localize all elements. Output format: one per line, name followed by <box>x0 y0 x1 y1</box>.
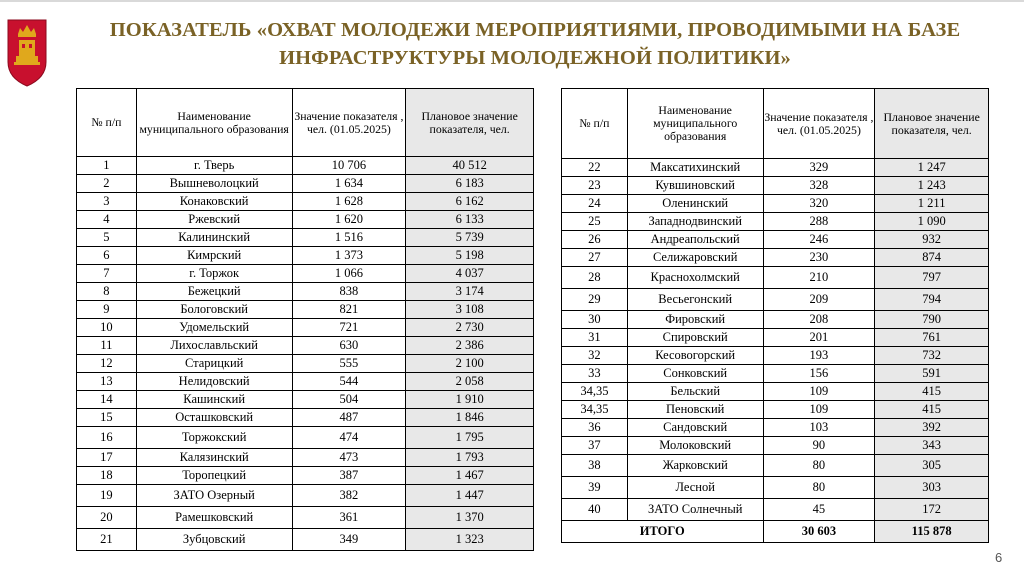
plan-value: 6 162 <box>406 193 534 211</box>
table-row <box>77 337 534 355</box>
municipality-name: Торжокский <box>136 427 292 449</box>
indicator-value: 109 <box>763 401 875 419</box>
municipality-name: Бельский <box>627 383 763 401</box>
row-num: 22 <box>562 159 628 177</box>
table-row <box>77 449 534 467</box>
table-row <box>562 455 989 477</box>
plan-value: 303 <box>875 477 989 499</box>
row-num: 28 <box>562 267 628 289</box>
indicator-value: 838 <box>292 283 406 301</box>
table-row <box>562 437 989 455</box>
municipality-name: Калязинский <box>136 449 292 467</box>
table-left-body <box>77 157 534 551</box>
table-row <box>77 319 534 337</box>
municipality-name: Нелидовский <box>136 373 292 391</box>
plan-value: 1 795 <box>406 427 534 449</box>
indicator-value: 45 <box>763 499 875 521</box>
row-num: 15 <box>77 409 137 427</box>
municipality-name: Торопецкий <box>136 467 292 485</box>
header-plan: Плановое значение показателя, чел. <box>406 89 534 157</box>
indicator-value: 630 <box>292 337 406 355</box>
header-name: Наименование муниципального образования <box>627 89 763 159</box>
plan-value: 2 730 <box>406 319 534 337</box>
indicator-value: 320 <box>763 195 875 213</box>
plan-value: 797 <box>875 267 989 289</box>
header-name: Наименование муниципального образования <box>136 89 292 157</box>
row-num: 5 <box>77 229 137 247</box>
table-row <box>77 507 534 529</box>
municipality-name: Селижаровский <box>627 249 763 267</box>
plan-value: 874 <box>875 249 989 267</box>
row-num: 14 <box>77 391 137 409</box>
plan-value: 6 183 <box>406 175 534 193</box>
indicator-value: 555 <box>292 355 406 373</box>
plan-value: 415 <box>875 383 989 401</box>
row-num: 9 <box>77 301 137 319</box>
plan-value: 2 100 <box>406 355 534 373</box>
indicator-value: 90 <box>763 437 875 455</box>
table-row <box>562 231 989 249</box>
row-num: 40 <box>562 499 628 521</box>
municipality-name: Фировский <box>627 311 763 329</box>
indicator-value: 544 <box>292 373 406 391</box>
plan-value: 2 058 <box>406 373 534 391</box>
plan-value: 3 174 <box>406 283 534 301</box>
row-num: 37 <box>562 437 628 455</box>
municipality-name: г. Торжок <box>136 265 292 283</box>
row-num: 20 <box>77 507 137 529</box>
municipality-name: Весьегонский <box>627 289 763 311</box>
municipality-name: Андреапольский <box>627 231 763 249</box>
header-value: Значение показателя , чел. (01.05.2025) <box>292 89 406 157</box>
municipality-name: ЗАТО Озерный <box>136 485 292 507</box>
row-num: 2 <box>77 175 137 193</box>
row-num: 33 <box>562 365 628 383</box>
table-row <box>562 477 989 499</box>
plan-value: 1 846 <box>406 409 534 427</box>
indicator-value: 1 628 <box>292 193 406 211</box>
plan-value: 1 447 <box>406 485 534 507</box>
page-number: 6 <box>995 550 1003 565</box>
indicator-value: 329 <box>763 159 875 177</box>
table-row <box>562 347 989 365</box>
municipality-name: г. Тверь <box>136 157 292 175</box>
row-num: 34,35 <box>562 383 628 401</box>
row-num: 19 <box>77 485 137 507</box>
municipality-name: Осташковский <box>136 409 292 427</box>
row-num: 36 <box>562 419 628 437</box>
plan-value: 1 243 <box>875 177 989 195</box>
table-row <box>562 401 989 419</box>
table-row <box>562 419 989 437</box>
municipality-name: Кувшиновский <box>627 177 763 195</box>
indicator-value: 10 706 <box>292 157 406 175</box>
table-row <box>562 159 989 177</box>
total-plan: 115 878 <box>875 521 989 543</box>
table-row <box>562 267 989 289</box>
plan-value: 2 386 <box>406 337 534 355</box>
row-num: 32 <box>562 347 628 365</box>
table-row <box>77 301 534 319</box>
municipality-name: Молоковский <box>627 437 763 455</box>
indicator-value: 201 <box>763 329 875 347</box>
row-num: 38 <box>562 455 628 477</box>
plan-value: 790 <box>875 311 989 329</box>
municipality-name: Оленинский <box>627 195 763 213</box>
indicator-value: 328 <box>763 177 875 195</box>
table-row <box>77 373 534 391</box>
total-row <box>562 521 989 543</box>
municipality-name: Кимрский <box>136 247 292 265</box>
indicator-value: 1 620 <box>292 211 406 229</box>
indicator-value: 1 634 <box>292 175 406 193</box>
indicator-value: 504 <box>292 391 406 409</box>
indicator-value: 80 <box>763 455 875 477</box>
plan-value: 761 <box>875 329 989 347</box>
plan-value: 1 467 <box>406 467 534 485</box>
indicator-value: 474 <box>292 427 406 449</box>
row-num: 12 <box>77 355 137 373</box>
table-row <box>77 467 534 485</box>
header-plan: Плановое значение показателя, чел. <box>875 89 989 159</box>
header-value: Значение показателя , чел. (01.05.2025) <box>763 89 875 159</box>
table-row <box>562 249 989 267</box>
indicator-value: 210 <box>763 267 875 289</box>
indicator-value: 246 <box>763 231 875 249</box>
table-row <box>77 529 534 551</box>
municipality-name: Конаковский <box>136 193 292 211</box>
plan-value: 1 370 <box>406 507 534 529</box>
table-row <box>77 175 534 193</box>
row-num: 7 <box>77 265 137 283</box>
indicator-value: 361 <box>292 507 406 529</box>
plan-value: 591 <box>875 365 989 383</box>
row-num: 26 <box>562 231 628 249</box>
row-num: 4 <box>77 211 137 229</box>
plan-value: 732 <box>875 347 989 365</box>
plan-value: 1 910 <box>406 391 534 409</box>
municipality-name: Жарковский <box>627 455 763 477</box>
table-row <box>77 193 534 211</box>
row-num: 6 <box>77 247 137 265</box>
plan-value: 6 133 <box>406 211 534 229</box>
municipality-name: Ржевский <box>136 211 292 229</box>
table-row <box>77 247 534 265</box>
table-row <box>562 177 989 195</box>
plan-value: 4 037 <box>406 265 534 283</box>
row-num: 23 <box>562 177 628 195</box>
municipality-name: Лихославльский <box>136 337 292 355</box>
table-right <box>561 88 989 543</box>
table-row <box>77 157 534 175</box>
indicator-value: 487 <box>292 409 406 427</box>
table-row <box>77 265 534 283</box>
header-num: № п/п <box>77 89 137 157</box>
municipality-name: Краснохолмский <box>627 267 763 289</box>
indicator-value: 387 <box>292 467 406 485</box>
row-num: 13 <box>77 373 137 391</box>
plan-value: 932 <box>875 231 989 249</box>
table-row <box>77 355 534 373</box>
row-num: 25 <box>562 213 628 231</box>
municipality-name: Калининский <box>136 229 292 247</box>
plan-value: 5 739 <box>406 229 534 247</box>
indicator-value: 349 <box>292 529 406 551</box>
indicator-value: 156 <box>763 365 875 383</box>
plan-value: 5 198 <box>406 247 534 265</box>
municipality-name: Сонковский <box>627 365 763 383</box>
plan-value: 415 <box>875 401 989 419</box>
indicator-value: 721 <box>292 319 406 337</box>
municipality-name: Удомельский <box>136 319 292 337</box>
tver-coat-of-arms-icon <box>6 14 48 88</box>
row-num: 21 <box>77 529 137 551</box>
row-num: 39 <box>562 477 628 499</box>
page-title: ПОКАЗАТЕЛЬ «ОХВАТ МОЛОДЕЖИ МЕРОПРИЯТИЯМИ, ПРОВОДИМЫМИ НА БАЗЕ ИНФРАСТРУКТУРЫ МОЛОДЕЖНОЙ ПОЛИТИКИ» <box>109 19 961 69</box>
table-row <box>77 391 534 409</box>
municipality-name: ЗАТО Солнечный <box>627 499 763 521</box>
plan-value: 1 323 <box>406 529 534 551</box>
row-num: 8 <box>77 283 137 301</box>
municipality-name: Рамешковский <box>136 507 292 529</box>
table-left <box>76 88 534 551</box>
row-num: 34,35 <box>562 401 628 419</box>
indicator-value: 109 <box>763 383 875 401</box>
row-num: 16 <box>77 427 137 449</box>
municipality-name: Пеновский <box>627 401 763 419</box>
indicator-value: 821 <box>292 301 406 319</box>
row-num: 10 <box>77 319 137 337</box>
table-row <box>562 195 989 213</box>
table-row <box>77 427 534 449</box>
row-num: 17 <box>77 449 137 467</box>
table-row <box>562 383 989 401</box>
row-num: 27 <box>562 249 628 267</box>
municipality-name: Бологовский <box>136 301 292 319</box>
plan-value: 343 <box>875 437 989 455</box>
indicator-value: 103 <box>763 419 875 437</box>
municipality-name: Бежецкий <box>136 283 292 301</box>
plan-value: 305 <box>875 455 989 477</box>
plan-value: 1 793 <box>406 449 534 467</box>
indicator-value: 288 <box>763 213 875 231</box>
table-row <box>77 211 534 229</box>
row-num: 3 <box>77 193 137 211</box>
top-rule <box>0 0 1024 2</box>
municipality-name: Сандовский <box>627 419 763 437</box>
indicator-value: 230 <box>763 249 875 267</box>
indicator-value: 1 066 <box>292 265 406 283</box>
indicator-value: 1 516 <box>292 229 406 247</box>
table-row <box>562 329 989 347</box>
indicator-value: 208 <box>763 311 875 329</box>
header-num: № п/п <box>562 89 628 159</box>
municipality-name: Спировский <box>627 329 763 347</box>
row-num: 11 <box>77 337 137 355</box>
municipality-name: Кашинский <box>136 391 292 409</box>
plan-value: 3 108 <box>406 301 534 319</box>
plan-value: 1 247 <box>875 159 989 177</box>
table-row <box>77 283 534 301</box>
table-row <box>562 499 989 521</box>
table-row <box>77 485 534 507</box>
indicator-value: 193 <box>763 347 875 365</box>
plan-value: 40 512 <box>406 157 534 175</box>
table-row <box>562 213 989 231</box>
row-num: 18 <box>77 467 137 485</box>
municipality-name: Максатихинский <box>627 159 763 177</box>
table-row <box>77 229 534 247</box>
table-row <box>77 409 534 427</box>
municipality-name: Кесовогорский <box>627 347 763 365</box>
municipality-name: Лесной <box>627 477 763 499</box>
table-row <box>562 289 989 311</box>
table-row <box>562 311 989 329</box>
row-num: 31 <box>562 329 628 347</box>
indicator-value: 382 <box>292 485 406 507</box>
total-label: ИТОГО <box>562 521 764 543</box>
municipality-name: Старицкий <box>136 355 292 373</box>
municipality-name: Зубцовский <box>136 529 292 551</box>
row-num: 1 <box>77 157 137 175</box>
indicator-value: 473 <box>292 449 406 467</box>
table-right-body <box>562 159 989 521</box>
indicator-value: 209 <box>763 289 875 311</box>
indicator-value: 1 373 <box>292 247 406 265</box>
municipality-name: Западнодвинский <box>627 213 763 231</box>
row-num: 24 <box>562 195 628 213</box>
plan-value: 1 211 <box>875 195 989 213</box>
row-num: 29 <box>562 289 628 311</box>
total-value: 30 603 <box>763 521 875 543</box>
row-num: 30 <box>562 311 628 329</box>
table-row <box>562 365 989 383</box>
plan-value: 1 090 <box>875 213 989 231</box>
plan-value: 392 <box>875 419 989 437</box>
plan-value: 794 <box>875 289 989 311</box>
municipality-name: Вышневолоцкий <box>136 175 292 193</box>
plan-value: 172 <box>875 499 989 521</box>
indicator-value: 80 <box>763 477 875 499</box>
